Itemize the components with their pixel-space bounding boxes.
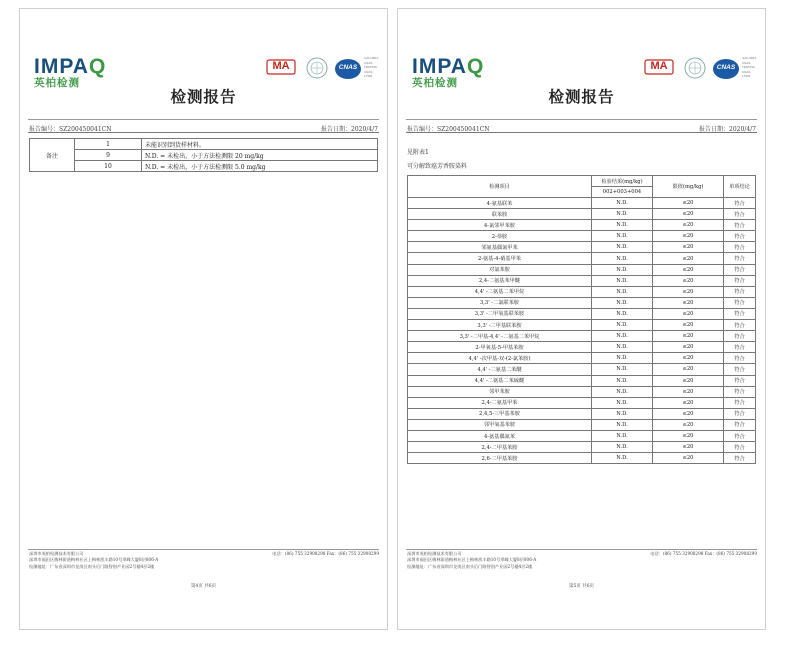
table-row: [408, 397, 756, 408]
report-number: 报告编号：SZ200450041CN: [407, 126, 490, 133]
footer-divider: [406, 549, 757, 550]
table-row: [408, 453, 756, 464]
remarks-label: 备注: [30, 139, 75, 172]
cell-limit: ≤20: [653, 419, 724, 430]
cell-item: 4-氯邻甲苯胺: [408, 220, 592, 231]
cell-result: N.D.: [592, 386, 653, 397]
cell-result: N.D.: [592, 453, 653, 464]
cell-limit: ≤20: [653, 275, 724, 286]
cell-item: 2,4-二氨基苯甲醚: [408, 275, 592, 286]
cert-notes: ILAC-MRA CNAS TESTING CNAS L7901: [364, 56, 379, 79]
cell-conclusion: 符合: [724, 386, 756, 397]
cell-item: 3,3' -二甲氧基联苯胺: [408, 308, 592, 319]
cert-notes: ILAC-MRA CNAS TESTING CNAS L7901: [742, 56, 757, 79]
table-row: [408, 275, 756, 286]
table-row: [408, 242, 756, 253]
report-title: 检测报告: [548, 87, 615, 106]
cell-item: 3,3' -二甲基-4,4' -二氨基二苯甲烷: [408, 331, 592, 342]
report-number: 报告编号：SZ200450041CN: [29, 126, 112, 133]
table-row: [408, 442, 756, 453]
cell-conclusion: 符合: [724, 342, 756, 353]
page-footer: 深圳市英柏检测技术有限公司 深圳市福田区梅林街道梅林社区上梅林凯丰路10号翠峰大厦8层806-A 检测地址：广东省深圳市龙岗区南头后门路智创产业园2号楼4层2楼 电话：(86) 755 32908298 Fax：(86) 755 32908299: [29, 551, 379, 569]
divider: [28, 119, 379, 120]
table-row: [408, 430, 756, 441]
cnas-mark-icon: CNAS: [334, 58, 362, 80]
logo-text: IMPAQ: [34, 55, 107, 78]
report-date: 报告日期：2020/4/7: [321, 126, 378, 133]
remarks-table: [29, 138, 378, 172]
cell-item: 4,4' -二氨基二苯甲烷: [408, 286, 592, 297]
table-row: 9 N.D. = 未检出，小于方法检测限 20 mg/kg: [30, 150, 378, 161]
cell-item: 4,4' -二氨基二苯硫醚: [408, 375, 592, 386]
cell-item: 邻氨基偶氮甲苯: [408, 242, 592, 253]
cell-result: N.D.: [592, 442, 653, 453]
cell-limit: ≤20: [653, 430, 724, 441]
cell-result: N.D.: [592, 253, 653, 264]
table-row: [408, 308, 756, 319]
table-row: [408, 198, 756, 209]
cell-conclusion: 符合: [724, 353, 756, 364]
report-page-2: [397, 8, 766, 630]
cell-result: N.D.: [592, 264, 653, 275]
table-row: [408, 220, 756, 231]
cell-limit: ≤20: [653, 320, 724, 331]
cell-conclusion: 符合: [724, 442, 756, 453]
cell-limit: ≤20: [653, 308, 724, 319]
cell-result: N.D.: [592, 353, 653, 364]
cell-item: 对氯苯胺: [408, 264, 592, 275]
cell-result: N.D.: [592, 198, 653, 209]
col-header-item: 检测项目: [408, 176, 592, 198]
cell-item: 2-萘胺: [408, 231, 592, 242]
cell-item: 3,3' -二氯联苯胺: [408, 297, 592, 308]
divider: [406, 119, 757, 120]
cell-result: N.D.: [592, 419, 653, 430]
table-row: [408, 253, 756, 264]
cell-item: 4,4' -二氨基二苯醚: [408, 364, 592, 375]
table-header-row: [408, 176, 756, 187]
page-number: 第4页 共6页: [190, 584, 217, 589]
table-row: [408, 375, 756, 386]
col-header-result: 检验结果(mg/kg): [592, 176, 653, 187]
cell-result: N.D.: [592, 320, 653, 331]
cell-result: N.D.: [592, 209, 653, 220]
table-row: [408, 209, 756, 220]
appendix-note: 见附表1: [407, 149, 429, 156]
cell-conclusion: 符合: [724, 275, 756, 286]
cma-mark-icon: MA: [266, 59, 296, 79]
cell-result: N.D.: [592, 220, 653, 231]
cell-limit: ≤20: [653, 242, 724, 253]
table-row: [408, 419, 756, 430]
cell-result: N.D.: [592, 397, 653, 408]
cell-result: N.D.: [592, 375, 653, 386]
cell-limit: ≤20: [653, 453, 724, 464]
cell-result: N.D.: [592, 408, 653, 419]
page-number: 第5页 共6页: [568, 584, 595, 589]
cell-item: 4-氨基联苯: [408, 198, 592, 209]
table-row: [408, 264, 756, 275]
logo-subtext: 英柏检测: [412, 77, 458, 89]
cell-conclusion: 符合: [724, 364, 756, 375]
ilac-seal-icon: [684, 57, 706, 79]
cell-item: 2,4-二甲基苯胺: [408, 442, 592, 453]
cell-result: N.D.: [592, 297, 653, 308]
cell-conclusion: 符合: [724, 253, 756, 264]
certification-marks: [644, 56, 757, 82]
table-row: [408, 231, 756, 242]
certification-marks: [266, 56, 379, 82]
cell-result: N.D.: [592, 242, 653, 253]
cell-result: N.D.: [592, 331, 653, 342]
table-row: [408, 286, 756, 297]
cell-result: N.D.: [592, 342, 653, 353]
table-row: [408, 386, 756, 397]
cell-limit: ≤20: [653, 397, 724, 408]
cell-item: 3,3' -二甲基联苯胺: [408, 320, 592, 331]
cell-conclusion: 符合: [724, 375, 756, 386]
cell-result: N.D.: [592, 286, 653, 297]
cell-result: N.D.: [592, 430, 653, 441]
table-row: [408, 342, 756, 353]
cnas-mark-icon: CNAS: [712, 58, 740, 80]
cell-result: N.D.: [592, 275, 653, 286]
cell-limit: ≤20: [653, 364, 724, 375]
cell-item: 4,4' -次甲基-双-(2-氯苯胺): [408, 353, 592, 364]
cell-item: 4-氨基偶氮苯: [408, 430, 592, 441]
cell-limit: ≤20: [653, 386, 724, 397]
cell-conclusion: 符合: [724, 331, 756, 342]
cell-result: N.D.: [592, 308, 653, 319]
cell-item: 邻甲苯胺: [408, 386, 592, 397]
report-date: 报告日期：2020/4/7: [699, 126, 756, 133]
results-table: [407, 175, 756, 464]
results-body: [408, 198, 756, 464]
cell-conclusion: 符合: [724, 308, 756, 319]
cell-conclusion: 符合: [724, 419, 756, 430]
cell-conclusion: 符合: [724, 320, 756, 331]
cell-limit: ≤20: [653, 442, 724, 453]
col-header-conclusion: 单项结论: [724, 176, 756, 198]
cell-limit: ≤20: [653, 198, 724, 209]
cell-item: 邻甲氧基苯胺: [408, 419, 592, 430]
table-row: 备注 1 未能识别到货样材料。: [30, 139, 378, 150]
cell-limit: ≤20: [653, 231, 724, 242]
cell-limit: ≤20: [653, 286, 724, 297]
cell-conclusion: 符合: [724, 286, 756, 297]
cell-limit: ≤20: [653, 253, 724, 264]
cell-conclusion: 符合: [724, 397, 756, 408]
table-row: [408, 408, 756, 419]
logo-subtext: 英柏检测: [34, 77, 80, 89]
cell-limit: ≤20: [653, 375, 724, 386]
cell-conclusion: 符合: [724, 209, 756, 220]
report-page-1: [19, 8, 388, 630]
section-subtitle: 可分解致癌芳香胺染料: [407, 163, 468, 170]
cell-result: N.D.: [592, 364, 653, 375]
cell-item: 2-氨基-4-硝基甲苯: [408, 253, 592, 264]
page-footer: 深圳市英柏检测技术有限公司 深圳市福田区梅林街道梅林社区上梅林凯丰路10号翠峰大厦8层806-A 检测地址：广东省深圳市龙岗区南头后门路智创产业园2号楼4层2楼 电话：(86) 755 32908298 Fax：(86) 755 32908299: [407, 551, 757, 569]
cell-limit: ≤20: [653, 209, 724, 220]
cell-item: 联苯胺: [408, 209, 592, 220]
cell-item: 2-甲氧基-5-甲基苯胺: [408, 342, 592, 353]
divider: [28, 132, 379, 133]
col-header-limit: 限值(mg/kg): [653, 176, 724, 198]
cma-mark-icon: MA: [644, 59, 674, 79]
cell-limit: ≤20: [653, 353, 724, 364]
ilac-seal-icon: [306, 57, 328, 79]
table-row: [408, 364, 756, 375]
cell-conclusion: 符合: [724, 220, 756, 231]
cell-conclusion: 符合: [724, 264, 756, 275]
footer-divider: [28, 549, 379, 550]
cell-item: 2,4-二氨基甲苯: [408, 397, 592, 408]
divider: [406, 132, 757, 133]
cell-limit: ≤20: [653, 297, 724, 308]
cell-conclusion: 符合: [724, 198, 756, 209]
cell-limit: ≤20: [653, 220, 724, 231]
logo-text: IMPAQ: [412, 55, 485, 78]
cell-conclusion: 符合: [724, 430, 756, 441]
cell-limit: ≤20: [653, 408, 724, 419]
sample-ids: 002+003+004: [592, 187, 653, 198]
cell-limit: ≤20: [653, 342, 724, 353]
cell-result: N.D.: [592, 231, 653, 242]
report-title: 检测报告: [170, 87, 237, 106]
table-row: [408, 353, 756, 364]
cell-limit: ≤20: [653, 331, 724, 342]
cell-conclusion: 符合: [724, 297, 756, 308]
table-row: [408, 320, 756, 331]
cell-item: 2,4,5-三甲基苯胺: [408, 408, 592, 419]
cell-conclusion: 符合: [724, 408, 756, 419]
table-row: [408, 331, 756, 342]
table-row: [408, 297, 756, 308]
cell-conclusion: 符合: [724, 453, 756, 464]
table-row: 10 N.D. = 未检出，小于方法检测限 5.0 mg/kg: [30, 161, 378, 172]
cell-item: 2,6-二甲基苯胺: [408, 453, 592, 464]
cell-conclusion: 符合: [724, 231, 756, 242]
cell-conclusion: 符合: [724, 242, 756, 253]
cell-limit: ≤20: [653, 264, 724, 275]
